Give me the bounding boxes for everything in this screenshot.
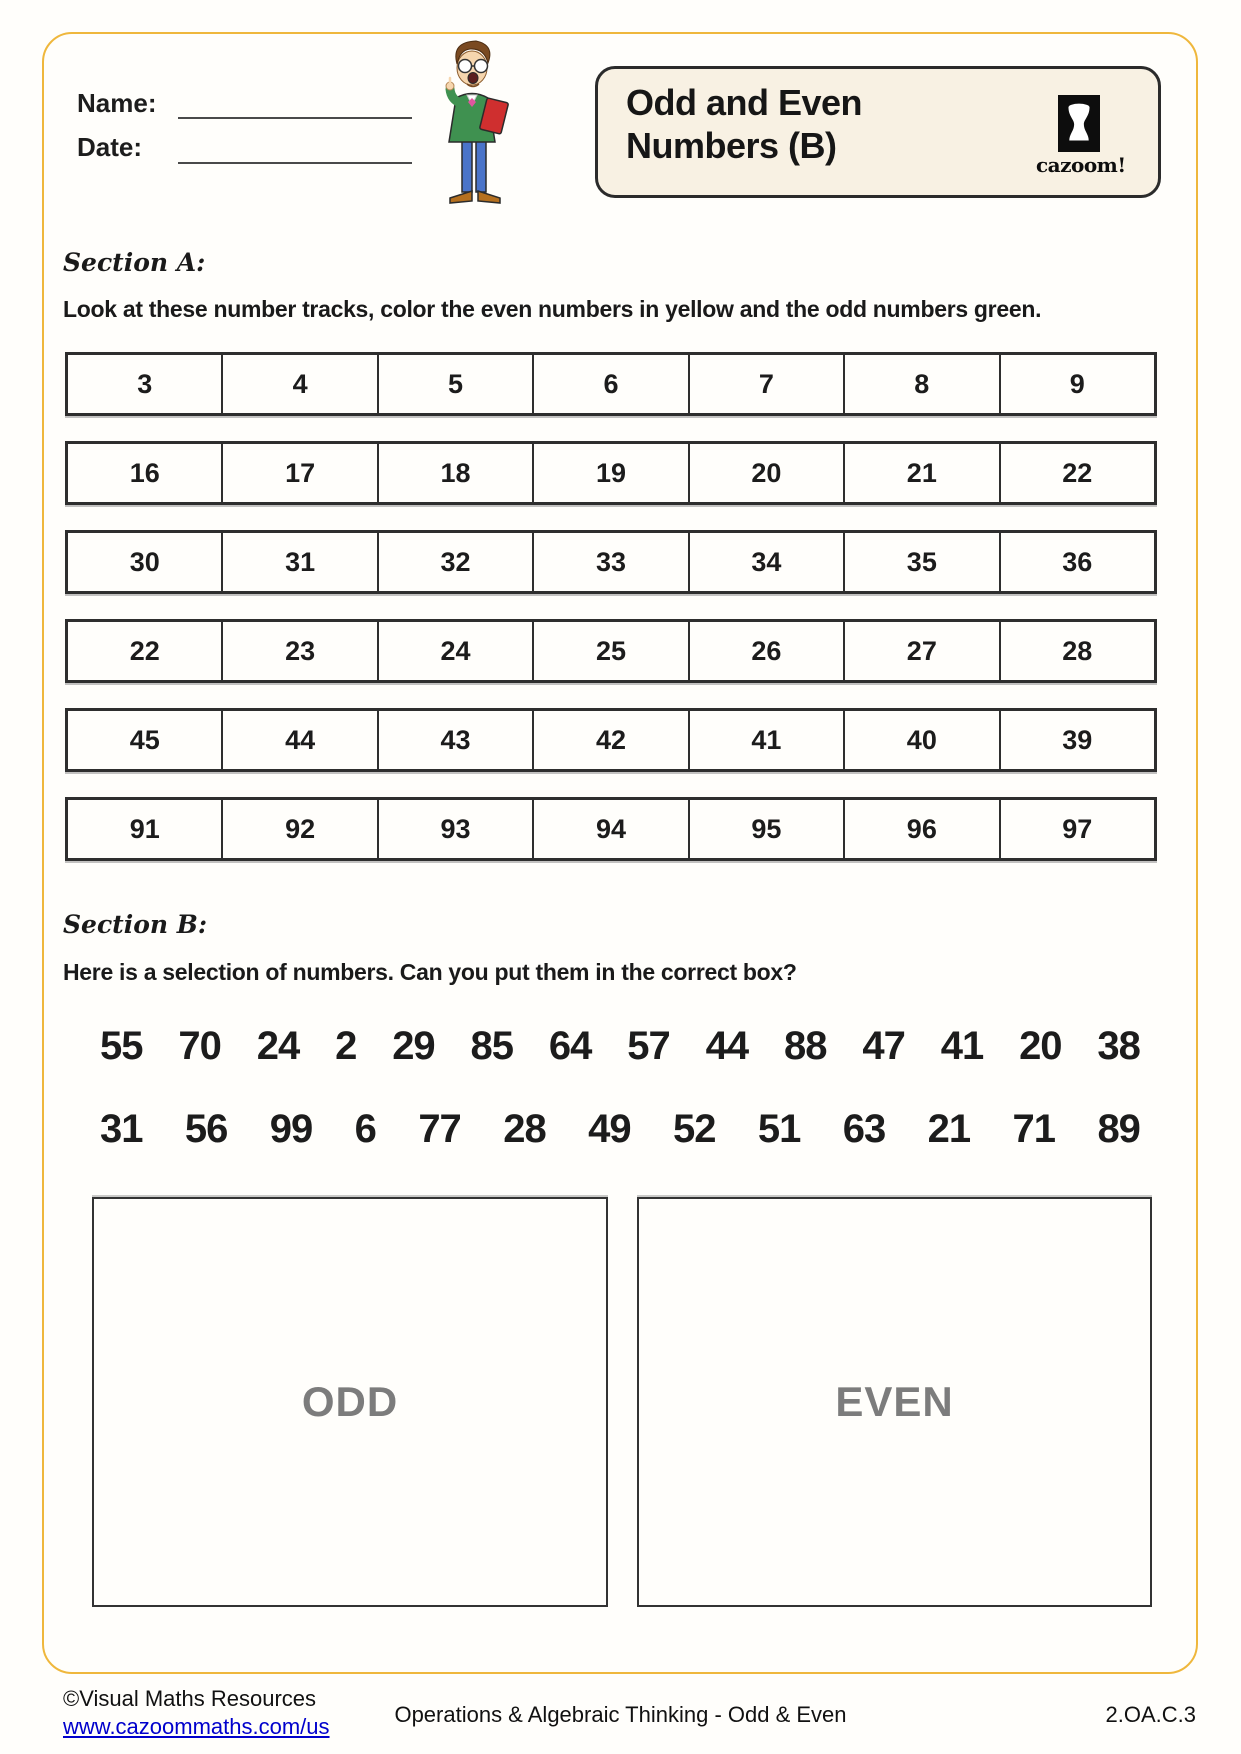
track-cell[interactable]: 18 xyxy=(379,444,534,502)
number-track xyxy=(65,530,1157,594)
track-cell[interactable]: 91 xyxy=(68,800,223,858)
track-cell[interactable]: 34 xyxy=(690,533,845,591)
track-cell[interactable]: 92 xyxy=(223,800,378,858)
track-cell[interactable]: 32 xyxy=(379,533,534,591)
number-track xyxy=(65,441,1157,505)
date-label: Date: xyxy=(77,132,143,162)
selection-number: 99 xyxy=(269,1107,313,1151)
selection-number: 56 xyxy=(184,1107,228,1151)
odd-box-label: ODD xyxy=(301,1378,399,1425)
track-cell[interactable]: 93 xyxy=(379,800,534,858)
djembe-drum-icon xyxy=(1058,95,1100,152)
track-cell[interactable]: 19 xyxy=(534,444,689,502)
track-cell[interactable]: 45 xyxy=(68,711,223,769)
selection-number: 2 xyxy=(335,1024,357,1068)
section-a-heading: Section A: xyxy=(63,248,206,277)
track-cell[interactable]: 7 xyxy=(690,355,845,413)
selection-number: 51 xyxy=(757,1107,801,1151)
selection-number: 71 xyxy=(1012,1107,1056,1151)
page-title-line1: Odd and Even xyxy=(626,82,863,123)
track-cell[interactable]: 22 xyxy=(1062,457,1093,488)
cazoom-logo xyxy=(1036,95,1126,177)
selection-number: 24 xyxy=(256,1024,300,1068)
page-border xyxy=(42,32,1198,1674)
selection-number: 52 xyxy=(672,1107,716,1151)
selection-number: 55 xyxy=(100,1024,143,1068)
footer-copyright: ©Visual Maths Resources xyxy=(63,1686,317,1711)
track-cell[interactable]: 44 xyxy=(223,711,378,769)
track-cell[interactable]: 17 xyxy=(223,444,378,502)
track-cell[interactable]: 9 xyxy=(1069,368,1085,399)
selection-number: 38 xyxy=(1097,1024,1140,1068)
selection-number: 77 xyxy=(418,1107,461,1151)
track-cell[interactable]: 23 xyxy=(223,622,378,680)
odd-box[interactable] xyxy=(92,1197,608,1607)
selection-number: 47 xyxy=(862,1024,905,1068)
selection-number: 44 xyxy=(705,1024,749,1068)
section-a-instruction: Look at these number tracks, color the even numbers in yellow and the odd numbers green. xyxy=(63,296,1042,322)
even-box[interactable] xyxy=(637,1197,1152,1607)
section-b-heading: Section B: xyxy=(63,910,208,939)
track-cell[interactable]: 5 xyxy=(379,355,534,413)
selection-number: 31 xyxy=(100,1107,143,1151)
section-b-instruction: Here is a selection of numbers. Can you put them in the correct box? xyxy=(63,959,797,985)
selection-number: 64 xyxy=(548,1024,592,1068)
track-cell[interactable]: 39 xyxy=(1062,724,1093,755)
logo-wordmark: cazoom! xyxy=(1036,153,1126,177)
selection-row-1 xyxy=(100,1024,1140,1069)
selection-number: 49 xyxy=(588,1107,631,1151)
name-input-line[interactable] xyxy=(178,91,412,119)
selection-number: 21 xyxy=(927,1107,971,1151)
selection-number: 89 xyxy=(1097,1107,1140,1151)
worksheet-title-box xyxy=(595,66,1161,198)
track-cell[interactable]: 40 xyxy=(845,711,1000,769)
date-input-line[interactable] xyxy=(178,136,412,164)
footer-standard-code: 2.OA.C.3 xyxy=(1105,1702,1196,1727)
selection-number: 29 xyxy=(392,1024,435,1068)
track-cell[interactable]: 43 xyxy=(379,711,534,769)
track-cell[interactable]: 94 xyxy=(534,800,689,858)
even-box-label: EVEN xyxy=(835,1378,954,1425)
selection-number: 70 xyxy=(178,1024,221,1068)
track-cell[interactable]: 31 xyxy=(223,533,378,591)
track-cell[interactable]: 26 xyxy=(690,622,845,680)
selection-number: 57 xyxy=(627,1024,670,1068)
number-track xyxy=(65,797,1157,861)
track-cell[interactable]: 24 xyxy=(379,622,534,680)
number-track xyxy=(65,352,1157,416)
footer-website-link[interactable]: www.cazoommaths.com/us xyxy=(63,1714,330,1739)
track-cell[interactable]: 36 xyxy=(1062,546,1093,577)
selection-row-2 xyxy=(100,1107,1140,1152)
tracks-container xyxy=(65,352,1157,886)
track-cell[interactable]: 21 xyxy=(845,444,1000,502)
selection-number: 63 xyxy=(842,1107,886,1151)
track-cell[interactable]: 25 xyxy=(534,622,689,680)
number-track xyxy=(65,619,1157,683)
page-title-line2: Numbers (B) xyxy=(626,125,837,167)
track-cell[interactable]: 3 xyxy=(68,355,223,413)
number-track xyxy=(65,708,1157,772)
selection-number: 6 xyxy=(354,1107,376,1151)
selection-number: 88 xyxy=(783,1024,827,1068)
selection-number: 28 xyxy=(503,1107,546,1151)
track-cell[interactable]: 96 xyxy=(845,800,1000,858)
track-cell[interactable]: 16 xyxy=(68,444,223,502)
track-cell[interactable]: 6 xyxy=(534,355,689,413)
track-cell[interactable]: 22 xyxy=(68,622,223,680)
track-cell[interactable]: 97 xyxy=(1062,813,1093,844)
track-cell[interactable]: 95 xyxy=(690,800,845,858)
track-cell[interactable]: 27 xyxy=(845,622,1000,680)
track-cell[interactable]: 20 xyxy=(690,444,845,502)
selection-number: 41 xyxy=(940,1024,984,1068)
teacher-illustration xyxy=(426,36,518,208)
track-cell[interactable]: 42 xyxy=(534,711,689,769)
name-label: Name: xyxy=(77,88,157,118)
track-cell[interactable]: 41 xyxy=(690,711,845,769)
selection-number: 85 xyxy=(470,1024,514,1068)
track-cell[interactable]: 35 xyxy=(845,533,1000,591)
page-title xyxy=(626,81,862,167)
track-cell[interactable]: 8 xyxy=(845,355,1000,413)
track-cell[interactable]: 33 xyxy=(534,533,689,591)
footer-topic: Operations & Algebraic Thinking - Odd & Even xyxy=(394,1702,847,1727)
track-cell[interactable]: 28 xyxy=(1062,635,1093,666)
track-cell[interactable]: 30 xyxy=(68,533,223,591)
selection-number: 20 xyxy=(1019,1024,1062,1068)
track-cell[interactable]: 4 xyxy=(223,355,378,413)
